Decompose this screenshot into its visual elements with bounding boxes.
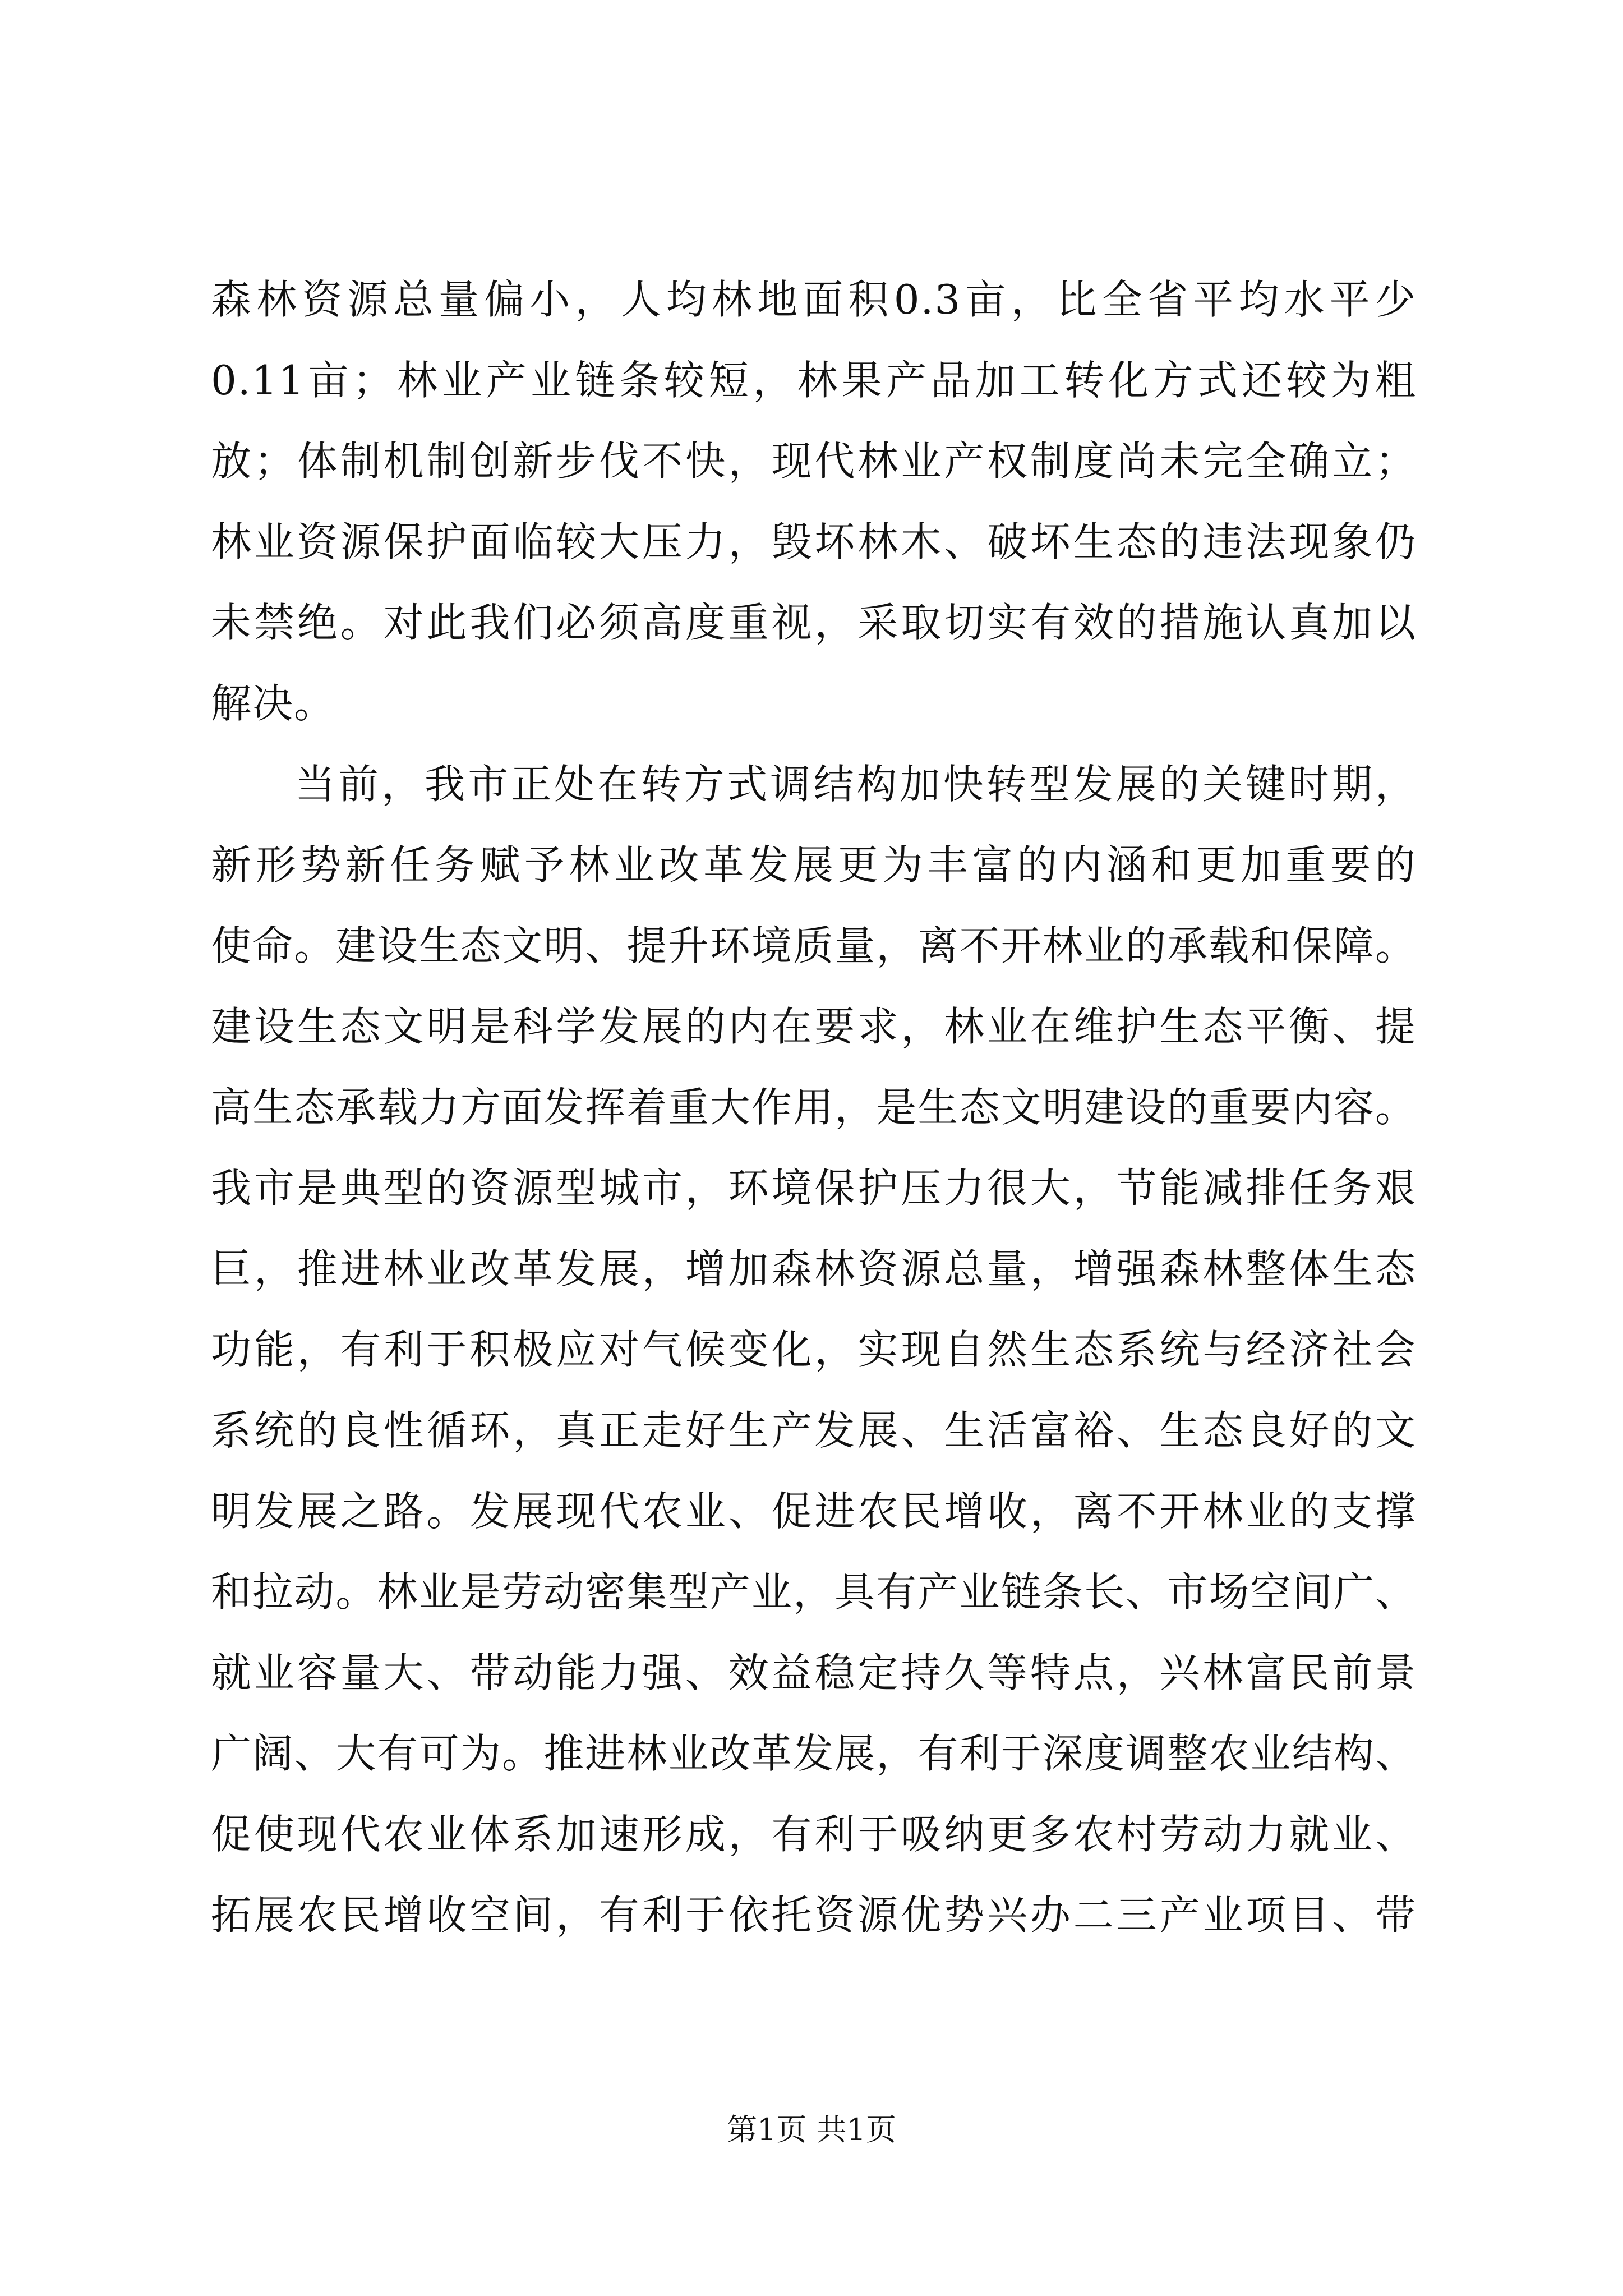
text-line: 0.11亩；林业产业链条较短，林果产品加工转化方式还较为粗 <box>211 357 1417 404</box>
text-line: 系统的良性循环，真正走好生产发展、生活富裕、生态良好的文 <box>211 1407 1417 1454</box>
text-line: 高生态承载力方面发挥着重大作用，是生态文明建设的重要内容。 <box>211 1084 1417 1131</box>
text-line: 未禁绝。对此我们必须高度重视，采取切实有效的措施认真加以 <box>211 599 1417 646</box>
text-line: 林业资源保护面临较大压力，毁坏林木、破坏生态的违法现象仍 <box>211 518 1417 565</box>
text-line: 就业容量大、带动能力强、效益稳定持久等特点，兴林富民前景 <box>211 1649 1417 1696</box>
text-line: 使命。建设生态文明、提升环境质量，离不开林业的承载和保障。 <box>211 922 1417 969</box>
text-line: 解决。 <box>211 680 336 727</box>
text-line: 促使现代农业体系加速形成，有利于吸纳更多农村劳动力就业、 <box>211 1811 1417 1858</box>
text-line: 建设生态文明是科学发展的内在要求，林业在维护生态平衡、提 <box>211 1003 1417 1050</box>
text-line: 功能，有利于积极应对气候变化，实现自然生态系统与经济社会 <box>211 1326 1417 1373</box>
text-line: 拓展农民增收空间，有利于依托资源优势兴办二三产业项目、带 <box>211 1892 1417 1939</box>
text-line: 新形势新任务赋予林业改革发展更为丰富的内涵和更加重要的 <box>211 841 1417 889</box>
text-line: 明发展之路。发展现代农业、促进农民增收，离不开林业的支撑 <box>211 1488 1417 1535</box>
page-footer: 第1页 共1页 <box>727 2112 896 2147</box>
text-line: 我市是典型的资源型城市，环境保护压力很大，节能减排任务艰 <box>211 1165 1417 1212</box>
text-line: 巨，推进林业改革发展，增加森林资源总量，增强森林整体生态 <box>211 1245 1417 1292</box>
text-line: 和拉动。林业是劳动密集型产业，具有产业链条长、市场空间广、 <box>211 1568 1417 1616</box>
text-line: 森林资源总量偏小，人均林地面积0.3亩，比全省平均水平少 <box>211 276 1417 323</box>
paragraph-start-line: 当前，我市正处在转方式调结构加快转型发展的关键时期， <box>295 761 1417 808</box>
body-text <box>211 259 1417 1955</box>
text-line: 广阔、大有可为。推进林业改革发展，有利于深度调整农业结构、 <box>211 1730 1417 1777</box>
text-line: 放；体制机制创新步伐不快，现代林业产权制度尚未完全确立； <box>211 438 1417 485</box>
